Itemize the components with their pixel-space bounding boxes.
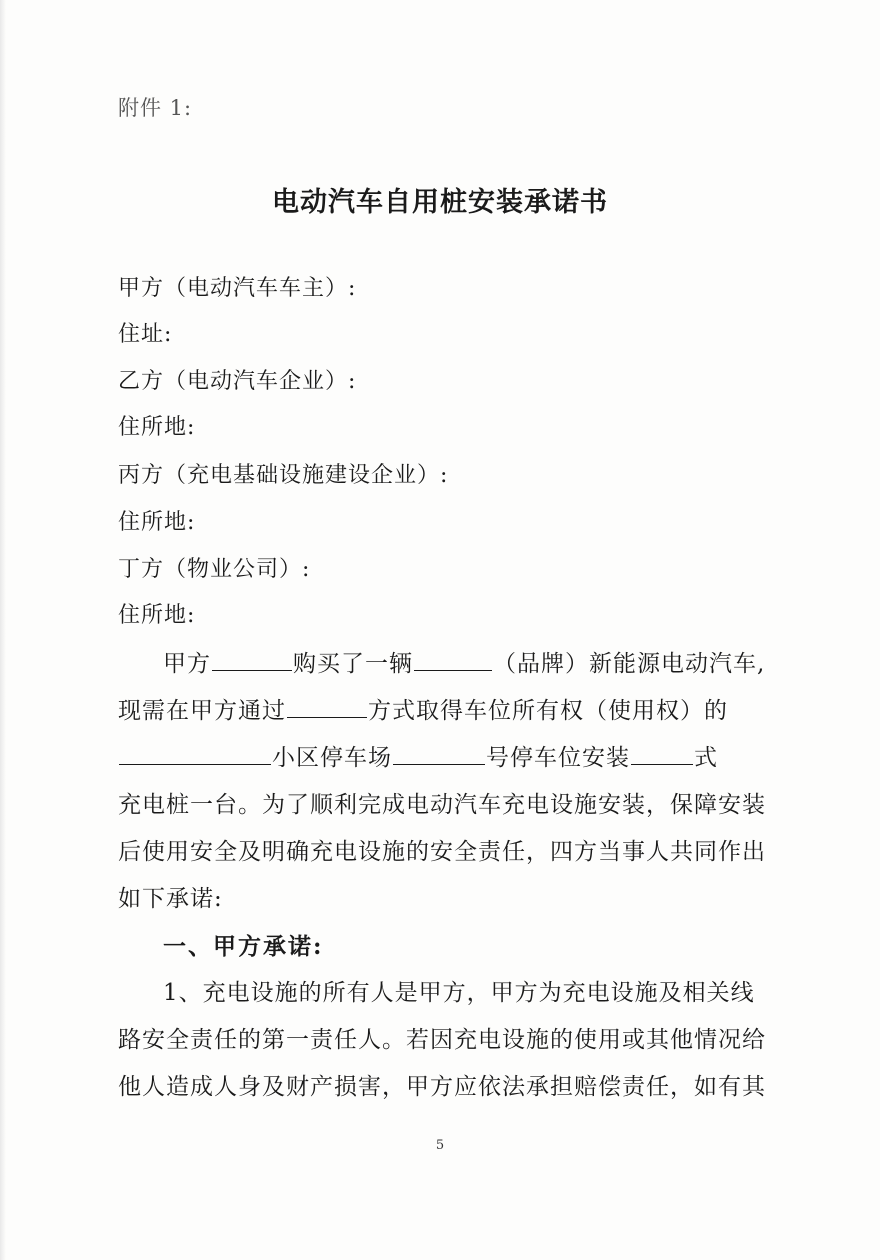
intro-line-6: 如下承诺: <box>118 886 223 912</box>
acquire-method-blank <box>287 695 367 718</box>
parking-number-blank <box>393 742 485 765</box>
intro-text: 甲方 <box>163 651 211 677</box>
attachment-label: 附件 1: <box>118 96 193 120</box>
page-number: 5 <box>435 1138 445 1153</box>
section-one-line-1: 1、充电设施的所有人是甲方，甲方为充电设施及相关线 <box>163 980 755 1006</box>
intro-text: 购买了一辆 <box>293 651 413 677</box>
party-b-line: 乙方（电动汽车企业）: <box>118 369 357 394</box>
intro-text: 小区停车场 <box>272 745 392 771</box>
intro-text: 式 <box>694 745 718 771</box>
intro-line-1 <box>163 645 765 678</box>
section-one-line-2: 路安全责任的第一责任人。若因充电设施的使用或其他情况给 <box>118 1027 766 1053</box>
party-a-address: 住址: <box>118 322 173 347</box>
intro-text: 号停车位安装 <box>486 745 630 771</box>
intro-text: 方式取得车位所有权（使用权）的 <box>368 698 728 724</box>
intro-line-4: 充电桩一台。为了顺利完成电动汽车充电设施安装，保障安装 <box>118 792 766 818</box>
party-c-line: 丙方（充电基础设施建设企业）: <box>118 463 449 488</box>
owner-name-blank <box>212 648 292 671</box>
party-d-line: 丁方（物业公司）: <box>118 557 311 582</box>
intro-line-2 <box>118 692 728 725</box>
section-one-heading: 一、甲方承诺: <box>163 933 324 960</box>
document-title: 电动汽车自用桩安装承诺书 <box>272 187 608 218</box>
pile-type-blank <box>631 742 693 765</box>
party-a-line: 甲方（电动汽车车主）: <box>118 276 357 301</box>
intro-text: 现需在甲方通过 <box>118 698 286 724</box>
section-one-line-3: 他人造成人身及财产损害，甲方应依法承担赔偿责任，如有其 <box>118 1074 766 1100</box>
intro-line-3 <box>118 739 718 772</box>
brand-blank <box>414 648 492 671</box>
party-d-address: 住所地: <box>118 603 196 628</box>
party-c-address: 住所地: <box>118 510 196 535</box>
intro-text: （品牌）新能源电动汽车, <box>493 651 766 677</box>
intro-line-5: 后使用安全及明确充电设施的安全责任，四方当事人共同作出 <box>118 839 766 865</box>
party-b-address: 住所地: <box>118 415 196 440</box>
community-name-blank <box>119 742 271 765</box>
